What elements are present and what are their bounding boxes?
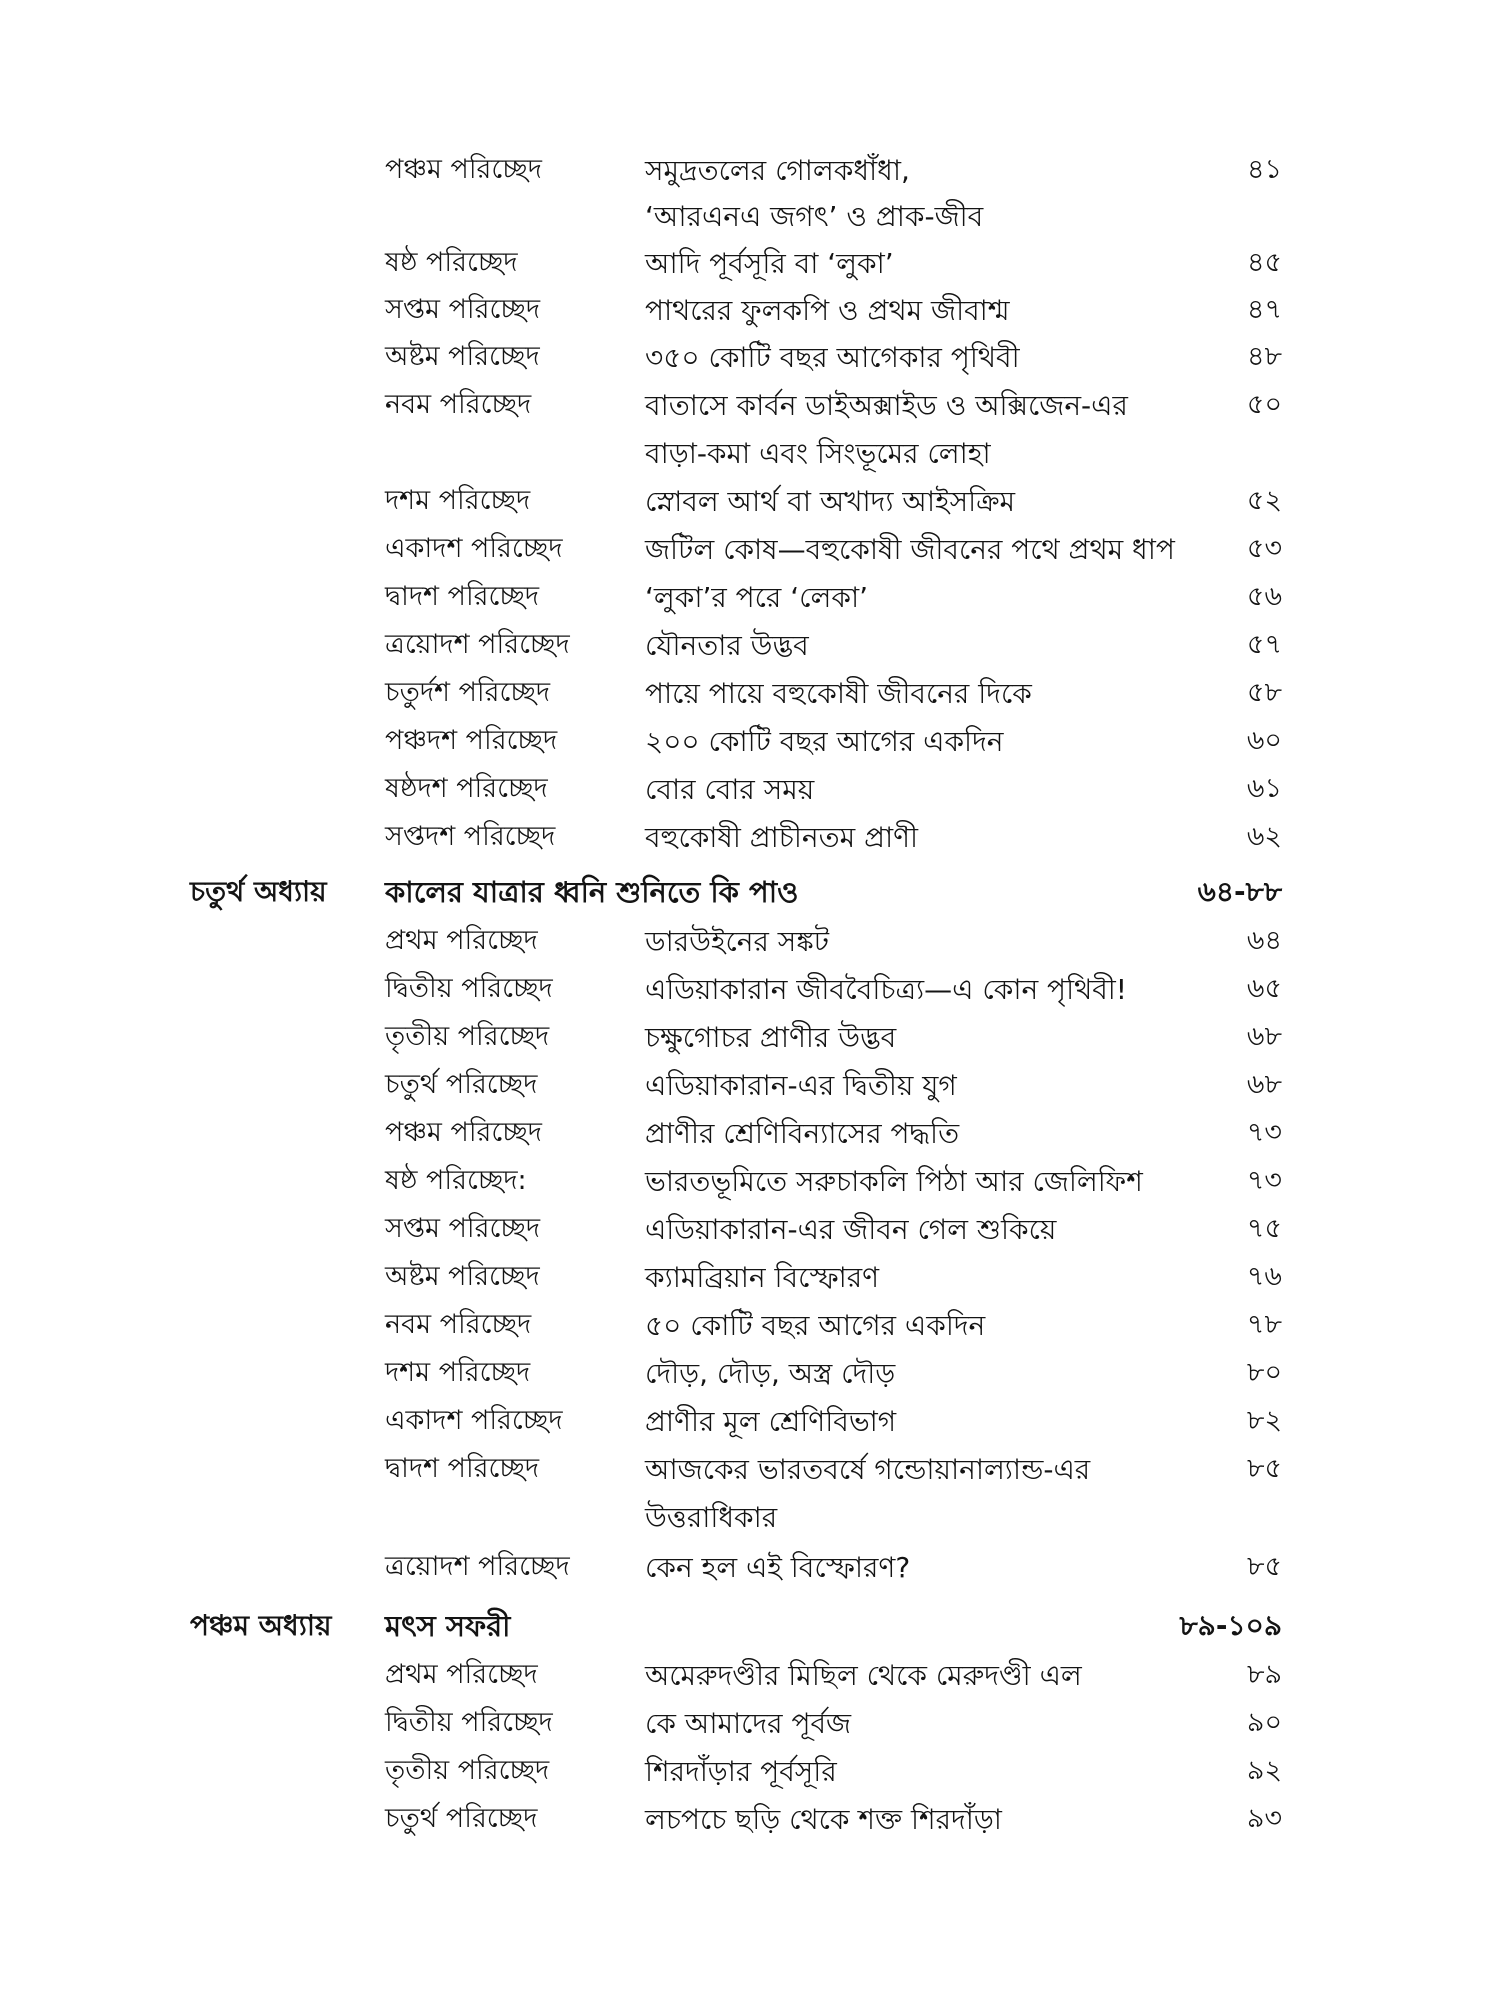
section-title: এডিয়াকারান জীববৈচিত্র্য—এ কোন পৃথিবী! bbox=[645, 973, 1128, 1006]
section-title: লচপচে ছড়ি থেকে শক্ত শিরদাঁড়া bbox=[645, 1803, 1002, 1836]
section-title: আদি পূর্বসূরি বা ‘লুকা’ bbox=[645, 247, 894, 280]
toc-entry bbox=[0, 1346, 1500, 1392]
toc-entry bbox=[0, 474, 1500, 520]
toc-entry bbox=[0, 1298, 1500, 1344]
toc-entry bbox=[0, 1058, 1500, 1104]
part-label: চতুর্থ অধ্যায় bbox=[190, 875, 327, 908]
page-number: ৮৫ bbox=[1246, 1453, 1282, 1484]
section-title: কে আমাদের পূর্বজ bbox=[645, 1707, 852, 1740]
section-label: দ্বিতীয় পরিচ্ছেদ bbox=[385, 1707, 553, 1738]
section-label: পঞ্চম পরিচ্ছেদ bbox=[385, 1117, 542, 1148]
toc-entry bbox=[0, 522, 1500, 568]
section-label: প্রথম পরিচ্ছেদ bbox=[385, 1659, 538, 1690]
section-title: প্রাণীর শ্রেণিবিন্যাসের পদ্ধতি bbox=[645, 1117, 960, 1150]
section-title: এডিয়াকারান-এর দ্বিতীয় যুগ bbox=[645, 1069, 957, 1102]
part-title: মৎস সফরী bbox=[385, 1609, 511, 1643]
section-title: ডারউইনের সঙ্কট bbox=[645, 925, 830, 958]
section-title: ২০০ কোটি বছর আগের একদিন bbox=[645, 725, 1004, 758]
section-label: একাদশ পরিচ্ছেদ bbox=[385, 1405, 563, 1436]
toc-entry bbox=[0, 1106, 1500, 1152]
section-label: তৃতীয় পরিচ্ছেদ bbox=[385, 1755, 550, 1786]
page-number: ৯২ bbox=[1246, 1755, 1282, 1786]
page-number: ৫৮ bbox=[1246, 677, 1282, 708]
page-number: ৫২ bbox=[1246, 485, 1282, 516]
section-title: এডিয়াকারান-এর জীবন গেল শুকিয়ে bbox=[645, 1213, 1057, 1246]
toc-entry bbox=[0, 378, 1500, 424]
section-title: ভারতভূমিতে সরুচাকলি পিঠা আর জেলিফিশ bbox=[645, 1165, 1143, 1198]
toc-entry-continuation bbox=[0, 426, 1500, 472]
toc-entry bbox=[0, 1202, 1500, 1248]
toc-entry bbox=[0, 1744, 1500, 1790]
section-label: অষ্টম পরিচ্ছেদ bbox=[385, 1261, 540, 1292]
toc-entry bbox=[0, 914, 1500, 960]
section-label: দশম পরিচ্ছেদ bbox=[385, 1357, 531, 1388]
section-title: সমুদ্রতলের গোলকধাঁধা, bbox=[645, 154, 910, 187]
toc-entry bbox=[0, 1250, 1500, 1296]
section-label: নবম পরিচ্ছেদ bbox=[385, 1309, 532, 1340]
toc-entry bbox=[0, 236, 1500, 282]
page-number: ৭৬ bbox=[1246, 1261, 1282, 1292]
section-label: সপ্তম পরিচ্ছেদ bbox=[385, 1213, 541, 1244]
section-title: আজকের ভারতবর্ষে গন্ডোয়ানাল্যান্ড-এর bbox=[645, 1453, 1091, 1486]
page-number: ৫৭ bbox=[1246, 629, 1282, 660]
section-label: চতুর্থ পরিচ্ছেদ bbox=[385, 1069, 538, 1100]
page-number: ৮৫ bbox=[1246, 1551, 1282, 1582]
section-title: জটিল কোষ—বহুকোষী জীবনের পথে প্রথম ধাপ bbox=[645, 533, 1175, 566]
section-label: একাদশ পরিচ্ছেদ bbox=[385, 533, 563, 564]
page-number: ৬৪ bbox=[1246, 925, 1282, 956]
section-title: পায়ে পায়ে বহুকোষী জীবনের দিকে bbox=[645, 677, 1032, 710]
toc-entry bbox=[0, 714, 1500, 760]
section-label: ষষ্ঠ পরিচ্ছেদ: bbox=[385, 1165, 527, 1196]
section-label: ত্রয়োদশ পরিচ্ছেদ bbox=[385, 1551, 570, 1582]
section-label: ষষ্ঠদশ পরিচ্ছেদ bbox=[385, 773, 548, 804]
page-number: ৭৩ bbox=[1246, 1165, 1282, 1196]
toc-entry bbox=[0, 810, 1500, 856]
section-label: প্রথম পরিচ্ছেদ bbox=[385, 925, 538, 956]
section-label: দশম পরিচ্ছেদ bbox=[385, 485, 531, 516]
section-label: সপ্তদশ পরিচ্ছেদ bbox=[385, 821, 556, 852]
toc-entry bbox=[0, 1792, 1500, 1838]
section-title: পাথরের ফুলকপি ও প্রথম জীবাশ্ম bbox=[645, 294, 1010, 327]
toc-entry bbox=[0, 1540, 1500, 1586]
toc-entry bbox=[0, 762, 1500, 808]
toc-entry bbox=[0, 1696, 1500, 1742]
page-number: ৫০ bbox=[1246, 389, 1282, 420]
section-label: ত্রয়োদশ পরিচ্ছেদ bbox=[385, 629, 570, 660]
toc-entry-continuation bbox=[0, 189, 1500, 235]
part-label: পঞ্চম অধ্যায় bbox=[190, 1609, 332, 1642]
toc-entry bbox=[0, 283, 1500, 329]
section-title: বোর বোর সময় bbox=[645, 773, 815, 806]
page-number: ৯৩ bbox=[1246, 1803, 1282, 1834]
section-title: কেন হল এই বিস্ফোরণ? bbox=[645, 1551, 911, 1584]
section-label: চতুর্থ পরিচ্ছেদ bbox=[385, 1803, 538, 1834]
page-number: ৪৫ bbox=[1246, 247, 1282, 278]
section-title: দৌড়, দৌড়, অস্ত্র দৌড় bbox=[645, 1357, 896, 1390]
section-label: অষ্টম পরিচ্ছেদ bbox=[385, 341, 540, 372]
part-heading bbox=[0, 1596, 1500, 1642]
toc-entry bbox=[0, 666, 1500, 712]
toc-entry bbox=[0, 330, 1500, 376]
section-label: ষষ্ঠ পরিচ্ছেদ bbox=[385, 247, 518, 278]
toc-entry bbox=[0, 1442, 1500, 1488]
part-title: কালের যাত্রার ধ্বনি শুনিতে কি পাও bbox=[385, 875, 799, 909]
section-title: ক্যামব্রিয়ান বিস্ফোরণ bbox=[645, 1261, 880, 1294]
page-number: ৬২ bbox=[1246, 821, 1282, 852]
part-page-range: ৮৯-১০৯ bbox=[1179, 1609, 1282, 1642]
page-number: ৬০ bbox=[1246, 725, 1282, 756]
section-title-continued: বাড়া-কমা এবং সিংভূমের লোহা bbox=[645, 437, 991, 470]
section-title: অমেরুদণ্ডীর মিছিল থেকে মেরুদণ্ডী এল bbox=[645, 1659, 1082, 1692]
toc-entry bbox=[0, 570, 1500, 616]
section-label: দ্বাদশ পরিচ্ছেদ bbox=[385, 1453, 540, 1484]
section-title-continued: উত্তরাধিকার bbox=[645, 1501, 778, 1534]
page-number: ৮৯ bbox=[1246, 1659, 1282, 1690]
page-number: ৮২ bbox=[1246, 1405, 1282, 1436]
page-number: ৫৬ bbox=[1246, 581, 1282, 612]
toc-entry bbox=[0, 962, 1500, 1008]
section-title: স্নোবল আর্থ বা অখাদ্য আইসক্রিম bbox=[645, 485, 1016, 518]
page-number: ৭৫ bbox=[1246, 1213, 1282, 1244]
section-title: শিরদাঁড়ার পূর্বসূরি bbox=[645, 1755, 837, 1788]
page-number: ৯০ bbox=[1246, 1707, 1282, 1738]
section-label: দ্বিতীয় পরিচ্ছেদ bbox=[385, 973, 553, 1004]
toc-entry bbox=[0, 1394, 1500, 1440]
section-label: দ্বাদশ পরিচ্ছেদ bbox=[385, 581, 540, 612]
toc-entry-continuation bbox=[0, 1490, 1500, 1536]
page-number: ৪১ bbox=[1246, 154, 1282, 185]
section-label: তৃতীয় পরিচ্ছেদ bbox=[385, 1021, 550, 1052]
section-title: প্রাণীর মূল শ্রেণিবিভাগ bbox=[645, 1405, 897, 1438]
section-label: চতুর্দশ পরিচ্ছেদ bbox=[385, 677, 551, 708]
page-number: ৫৩ bbox=[1246, 533, 1282, 564]
section-title: যৌনতার উদ্ভব bbox=[645, 629, 809, 662]
page-number: ৬১ bbox=[1246, 773, 1282, 804]
part-page-range: ৬৪-৮৮ bbox=[1197, 875, 1282, 908]
page-number: ৮০ bbox=[1246, 1357, 1282, 1388]
section-title: বহুকোষী প্রাচীনতম প্রাণী bbox=[645, 821, 919, 854]
page-number: ৪৭ bbox=[1246, 294, 1282, 325]
section-label: নবম পরিচ্ছেদ bbox=[385, 389, 532, 420]
section-title: ৩৫০ কোটি বছর আগেকার পৃথিবী bbox=[645, 341, 1020, 374]
section-label: পঞ্চদশ পরিচ্ছেদ bbox=[385, 725, 558, 756]
part-heading bbox=[0, 862, 1500, 908]
section-title: ৫০ কোটি বছর আগের একদিন bbox=[645, 1309, 986, 1342]
page-number: ৪৮ bbox=[1246, 341, 1282, 372]
page-number: ৭৮ bbox=[1246, 1309, 1282, 1340]
section-title-continued: ‘আরএনএ জগৎ’ ও প্রাক-জীব bbox=[645, 200, 984, 233]
section-title: চক্ষুগোচর প্রাণীর উদ্ভব bbox=[645, 1021, 897, 1054]
section-label: পঞ্চম পরিচ্ছেদ bbox=[385, 154, 542, 185]
toc-entry bbox=[0, 1154, 1500, 1200]
toc-entry bbox=[0, 618, 1500, 664]
toc-entry bbox=[0, 1648, 1500, 1694]
section-title: ‘লুকা’র পরে ‘লেকা’ bbox=[645, 581, 868, 614]
page-number: ৬৮ bbox=[1246, 1021, 1282, 1052]
toc-entry bbox=[0, 143, 1500, 189]
toc-entry bbox=[0, 1010, 1500, 1056]
page-number: ৬৮ bbox=[1246, 1069, 1282, 1100]
section-title: বাতাসে কার্বন ডাইঅক্সাইড ও অক্সিজেন-এর bbox=[645, 389, 1128, 422]
page-number: ৬৫ bbox=[1246, 973, 1282, 1004]
page-number: ৭৩ bbox=[1246, 1117, 1282, 1148]
section-label: সপ্তম পরিচ্ছেদ bbox=[385, 294, 541, 325]
